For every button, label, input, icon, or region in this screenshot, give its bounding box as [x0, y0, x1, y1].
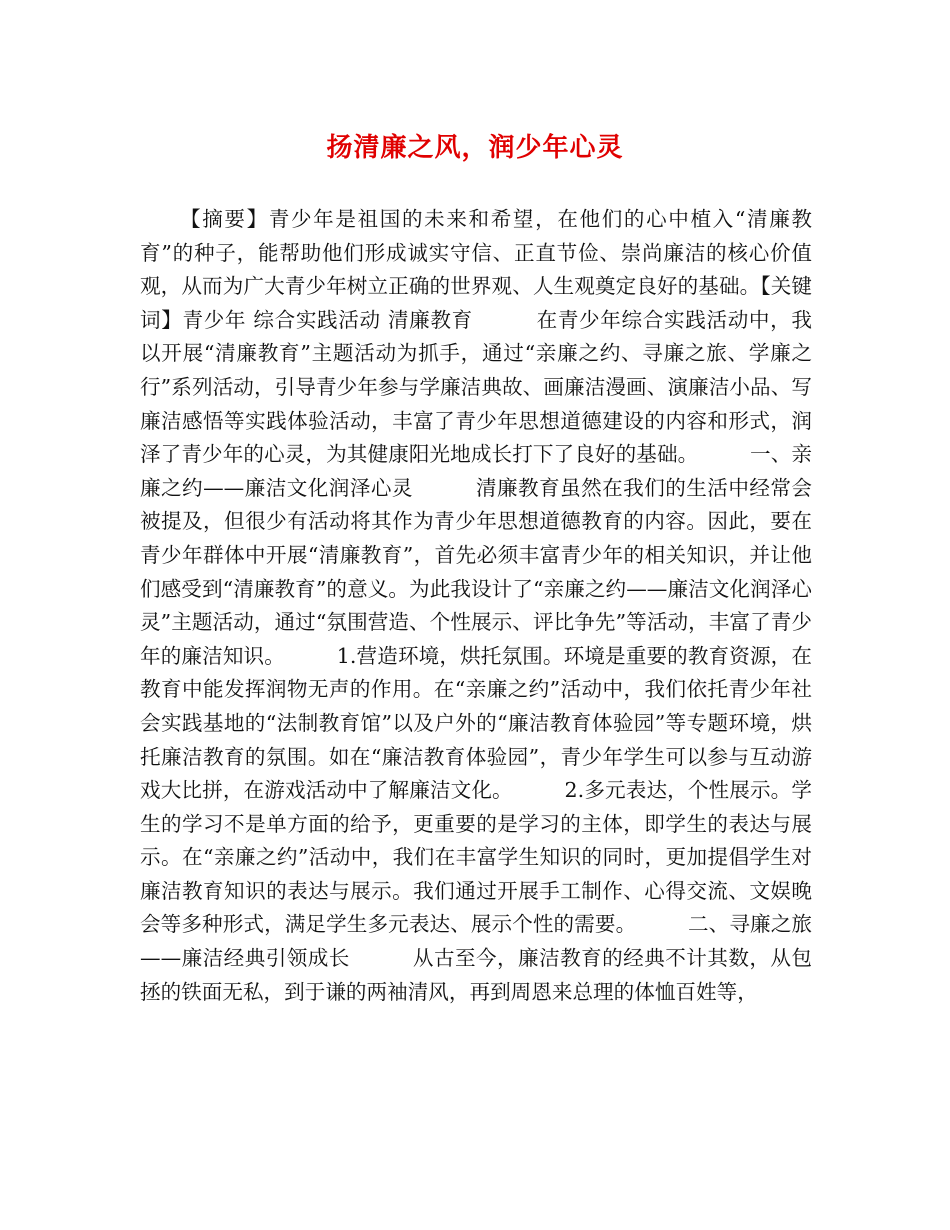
document-body: 【摘要】青少年是祖国的未来和希望，在他们的心中植入“清廉教育”的种子，能帮助他们形成诚实守信、正直节俭、崇尚廉洁的核心价值观，从而为广大青少年树立正确的世界观、人生观奠定良好的基础。【关键词】青少年 综合实践活动 清廉教育 在青少年综合实践活动中，我以开展“清廉教育”主题活动为抓手，通过“亲廉之约、寻廉之旅、学廉之行”系列活动，引导青少年参与学廉洁典故、画廉洁漫画、演廉洁小品、写廉洁感悟等实践体验活动，丰富了青少年思想道德建设的内容和形式，润泽了青少年的心灵，为其健康阳光地成长打下了良好的基础。 一、亲廉之约——廉洁文化润泽心灵 清廉教育虽然在我们的生活中经常会被提及，但很少有活动将其作为青少年思想道德教育的内容。因此，要在青少年群体中开展“清廉教育”，首先必须丰富青少年的相关知识，并让他们感受到“清廉教育”的意义。为此我设计了“亲廉之约——廉洁文化润泽心灵”主题活动，通过“氛围营造、个性展示、评比争先”等活动，丰富了青少年的廉洁知识。 1.营造环境，烘托氛围。环境是重要的教育资源，在教育中能发挥润物无声的作用。在“亲廉之约”活动中，我们依托青少年社会实践基地的“法制教育馆”以及户外的“廉洁教育体验园”等专题环境，烘托廉洁教育的氛围。如在“廉洁教育体验园”，青少年学生可以参与互动游戏大比拼，在游戏活动中了解廉洁文化。 2.多元表达，个性展示。学生的学习不是单方面的给予，更重要的是学习的主体，即学生的表达与展示。在“亲廉之约”活动中，我们在丰富学生知识的同时，更加提倡学生对廉洁教育知识的表达与展示。我们通过开展手工制作、心得交流、文娱晚会等多种形式，满足学生多元表达、展示个性的需要。 二、寻廉之旅——廉洁经典引领成长 从古至今，廉洁教育的经典不计其数，从包拯的铁面无私，到于谦的两袖清风，再到周恩来总理的体恤百姓等， — [140, 207, 812, 1004]
document-title: 扬清廉之风，润少年心灵 — [326, 133, 624, 163]
